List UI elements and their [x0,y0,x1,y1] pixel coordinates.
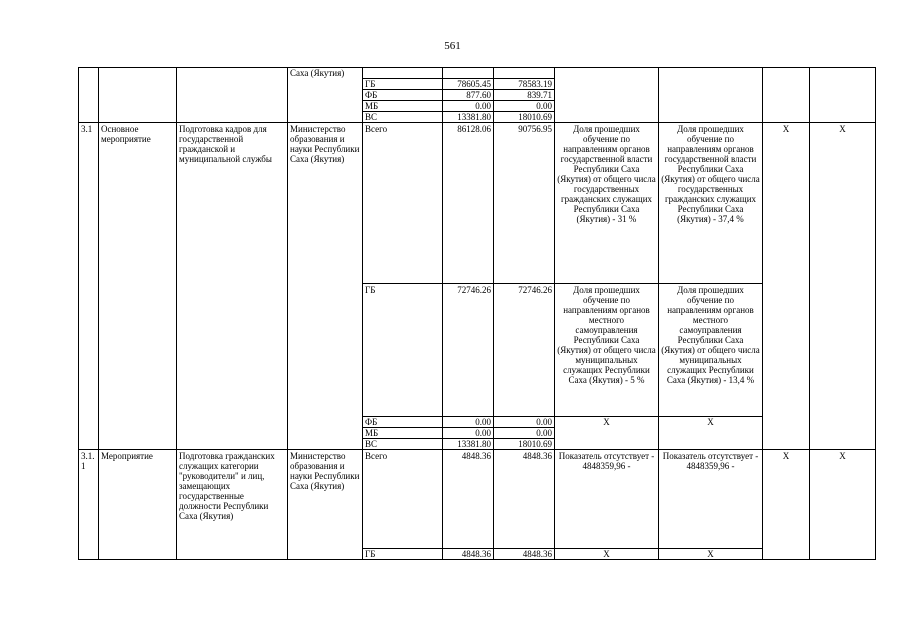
value-cell: 72746.26 [494,284,555,417]
x-mark: X [763,450,810,560]
source-cell: МБ [363,101,443,112]
source-cell: ВС [363,439,443,450]
source-cell: ГБ [363,549,443,560]
source-cell: Всего [363,123,443,284]
indicator-cell: Доля прошедших обучение по направлениям органов государственной власти Республики Саха (Якутия) от общего числа государственных гражданских служащих Республики Саха (Якутия) - 37,4 % [659,123,763,284]
indicator-cell: X [659,549,763,560]
value-cell: 72746.26 [443,284,494,417]
item-type: Основное мероприятие [99,123,177,450]
value-cell: 90756.95 [494,123,555,284]
value-cell: 0.00 [443,417,494,428]
value-cell: 877.60 [443,90,494,101]
x-mark: X [810,450,876,560]
indicator-cell: Доля прошедших обучение по направлениям органов местного самоуправления Республики Саха (Якутия) от общего числа муниципальных служащих Республики Саха (Якутия) - 5 % [555,284,659,417]
value-cell: 13381.80 [443,112,494,123]
executor-cell: Саха (Якутия) [288,68,363,123]
indicator-cell: Доля прошедших обучение по направлениям органов местного самоуправления Республики Саха (Якутия) от общего числа муниципальных служащих Республики Саха (Якутия) - 13,4 % [659,284,763,417]
value-cell: 13381.80 [443,439,494,450]
item-name: Подготовка гражданских служащих категории "руководители" и лиц, замещающих государственные должности Республики Саха (Якутия) [177,450,288,560]
item-number: 3.1. 1 [79,450,99,560]
item-name: Подготовка кадров для государственной гражданской и муниципальной службы [177,123,288,450]
source-cell: ГБ [363,79,443,90]
value-cell: 4848.36 [494,450,555,549]
x-mark: X [763,123,810,450]
source-cell: МБ [363,428,443,439]
table-row [79,68,876,79]
value-cell: 18010.69 [494,439,555,450]
item-type: Мероприятие [99,450,177,560]
value-cell: 839.71 [494,90,555,101]
value-cell: 4848.36 [443,549,494,560]
indicator-cell: X [659,417,763,450]
value-cell: 18010.69 [494,112,555,123]
source-cell: ФБ [363,90,443,101]
source-cell: ВС [363,112,443,123]
executor-cell: Министерство образования и науки Республики Саха (Якутия) [288,450,363,560]
indicator-cell: Показатель отсутствует - 4848359,96 - [555,450,659,549]
item-number: 3.1 [79,123,99,450]
source-cell: ГБ [363,284,443,417]
x-mark: X [810,123,876,450]
value-cell: 78583.19 [494,79,555,90]
table-row [79,450,876,549]
value-cell: 0.00 [494,101,555,112]
indicator-cell: X [555,549,659,560]
value-cell: 0.00 [443,428,494,439]
table-row [79,123,876,284]
program-table [78,67,876,560]
source-cell: Всего [363,450,443,549]
indicator-cell: Доля прошедших обучение по направлениям органов государственной власти Республики Саха (Якутия) от общего числа государственных гражданских служащих Республики Саха (Якутия) - 31 % [555,123,659,284]
value-cell: 4848.36 [443,450,494,549]
indicator-cell: X [555,417,659,450]
indicator-cell: Показатель отсутствует - 4848359,96 - [659,450,763,549]
source-cell: ФБ [363,417,443,428]
value-cell: 0.00 [443,101,494,112]
value-cell: 4848.36 [494,549,555,560]
page-number: 561 [444,40,461,52]
value-cell: 0.00 [494,428,555,439]
value-cell: 78605.45 [443,79,494,90]
value-cell: 0.00 [494,417,555,428]
executor-cell: Министерство образования и науки Республики Саха (Якутия) [288,123,363,450]
value-cell: 86128.06 [443,123,494,284]
